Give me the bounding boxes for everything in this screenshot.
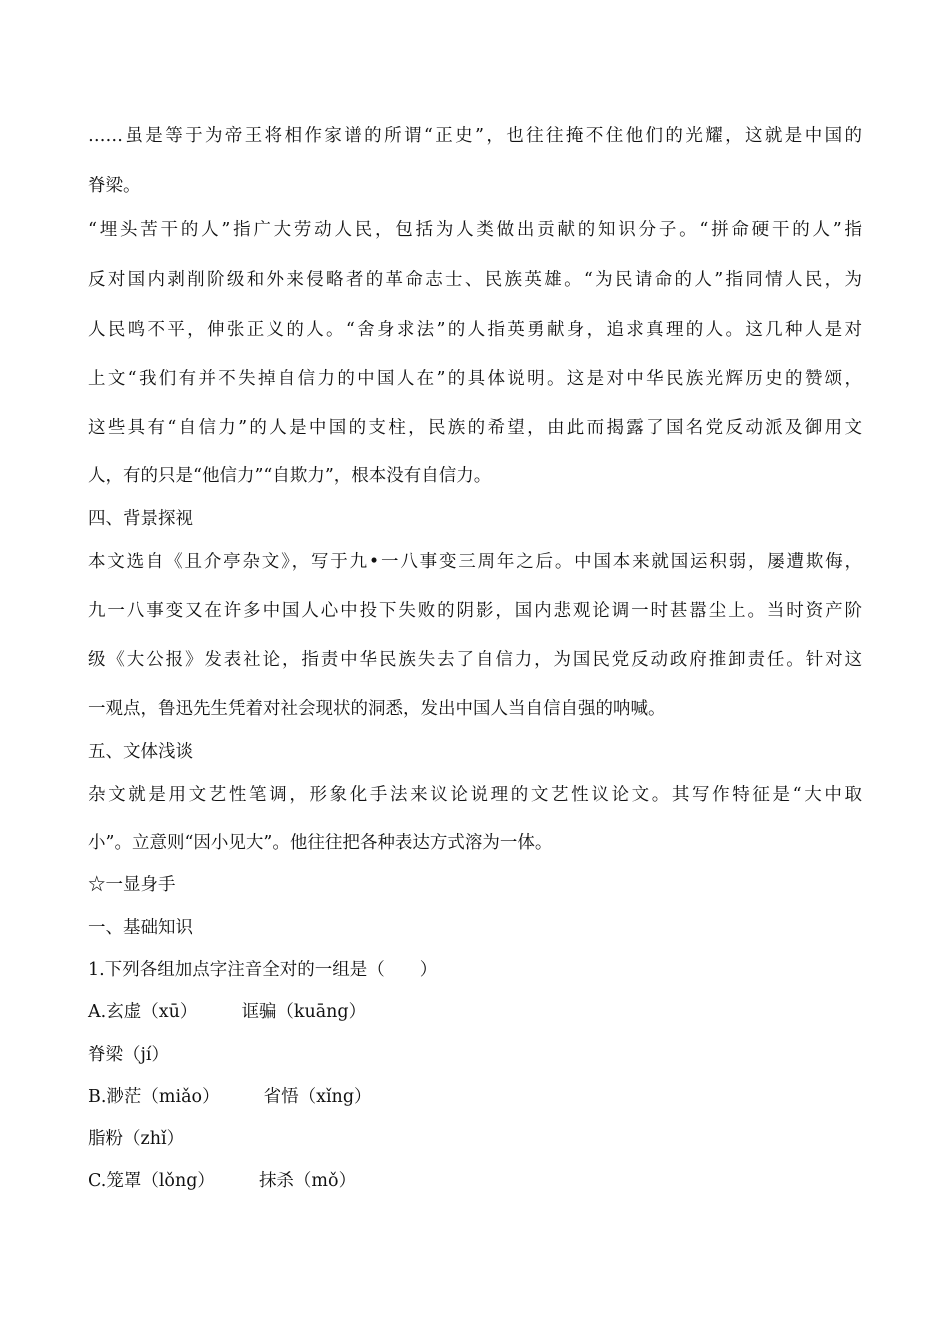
background-line-1: 本文选自《且介亭杂文》，写于九•一八事变三周年之后。中国本来就国运积弱，屡遭欺侮，: [88, 552, 862, 572]
background-heading: 四、背景探视: [88, 509, 193, 529]
background-line-3: 级《大公报》发表社论，指责中华民族失去了自信力，为国民党反动政府推卸责任。针对这: [88, 650, 862, 670]
option-a-item-2: 诓骗（kuāng）: [241, 1002, 367, 1022]
option-a-row: [88, 1000, 366, 1024]
explain-line-3: 人民鸣不平，伸张正义的人。“舍身求法”的人指英勇献身，追求真理的人。这几种人是对: [88, 320, 862, 340]
background-line-4: 一观点，鲁迅先生凭着对社会现状的洞悉，发出中国人当自信自强的呐喊。: [88, 699, 666, 719]
background-line-2: 九一八事变又在许多中国人心中投下失败的阴影，国内悲观论调一时甚嚣尘上。当时资产阶: [88, 601, 862, 621]
option-c-item-1: C.笼罩（lǒng）: [88, 1171, 215, 1191]
option-b-item-3: 脂粉（zhǐ）: [88, 1129, 185, 1149]
question-1: 1.下列各组加点字注音全对的一组是（ ）: [88, 960, 438, 980]
option-c-row: [88, 1169, 356, 1193]
style-line-2: 小”。立意则“因小见大”。他往往把各种表达方式溶为一体。: [88, 833, 553, 853]
style-heading: 五、文体浅谈: [88, 742, 193, 762]
style-line-1: 杂文就是用文艺性笔调，形象化手法来议论说理的文艺性议论文。其写作特征是“大中取: [88, 785, 862, 805]
intro-line-2: 脊梁。: [88, 176, 141, 196]
explain-line-4: 上文“我们有并不失掉自信力的中国人在”的具体说明。这是对中华民族光辉历史的赞颂，: [88, 369, 862, 389]
option-b-row: [88, 1085, 372, 1109]
practice-heading: ☆一显身手: [88, 875, 176, 895]
option-a-item-3: 脊梁（jí）: [88, 1045, 170, 1065]
intro-line-1: ……虽是等于为帝王将相作家谱的所谓“正史”，也往往掩不住他们的光耀，这就是中国的: [88, 126, 862, 146]
basics-heading: 一、基础知识: [88, 918, 193, 938]
option-b-item-2: 省悟（xǐng）: [263, 1087, 372, 1107]
option-a-item-1: A.玄虚（xū）: [88, 1002, 198, 1022]
explain-line-2: 反对国内剥削阶级和外来侵略者的革命志士、民族英雄。“为民请命的人”指同情人民，为: [88, 270, 862, 290]
explain-line-6: 人，有的只是“他信力”“自欺力”，根本没有自信力。: [88, 466, 492, 486]
explain-line-5: 这些具有“自信力”的人是中国的支柱，民族的希望，由此而揭露了国名党反动派及御用文: [88, 418, 862, 438]
option-c-item-2: 抹杀（mǒ）: [258, 1171, 357, 1191]
option-b-item-1: B.渺茫（miǎo）: [88, 1087, 220, 1107]
explain-line-1: “埋头苦干的人”指广大劳动人民，包括为人类做出贡献的知识分子。“拼命硬干的人”指: [88, 220, 862, 240]
